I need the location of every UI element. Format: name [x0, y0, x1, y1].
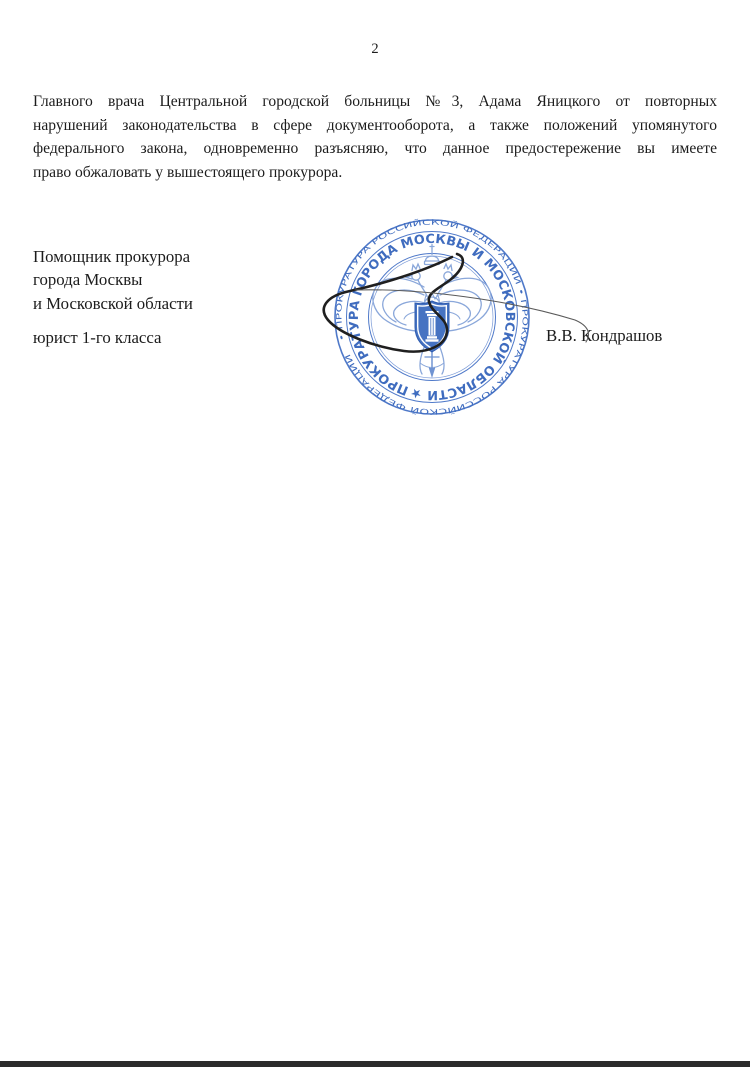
handwritten-signature: [300, 230, 620, 370]
signatory-name: В.В. Кондрашов: [546, 326, 663, 345]
signer-rank-line: юрист 1-го класса: [33, 328, 162, 348]
page-bottom-divider: [0, 1061, 750, 1067]
signature-main-stroke: [324, 254, 463, 352]
paragraph-line: нарушений законодательства в сфере документооборота, а также положений упомянутого: [33, 116, 717, 134]
body-paragraph: [33, 90, 717, 184]
signer-title-line: и Московской области: [33, 293, 193, 313]
signer-title-line: города Москвы: [33, 270, 143, 290]
paragraph-line: федерального закона, одновременно разъясняю, что данное предостережение вы имеете: [33, 140, 717, 158]
signature-title-block: [33, 245, 323, 350]
signature-tail-stroke: [355, 290, 588, 342]
signature-scribble-icon: [300, 230, 620, 370]
paragraph-line: Главного врача Центральной городской больницы №3, Адама Яницкого от повторных: [33, 93, 717, 110]
paragraph-line: право обжаловать у вышестоящего прокурора.: [33, 163, 343, 181]
stamp-outer-ring-text: • ПРОКУРАТУРА РОССИЙСКОЙ ФЕДЕРАЦИИ • ПРОКУРАТУРА РОССИЙСКОЙ ФЕДЕРАЦИИ: [334, 217, 530, 417]
signer-title-line: Помощник прокурора: [33, 247, 191, 266]
page-number: 2: [371, 41, 379, 57]
stamp-inner-ring-text: ПРОКУРАТУРА ГОРОДА МОСКВЫ И МОСКОВСКОЙ ОБЛАСТИ ★: [345, 230, 519, 404]
